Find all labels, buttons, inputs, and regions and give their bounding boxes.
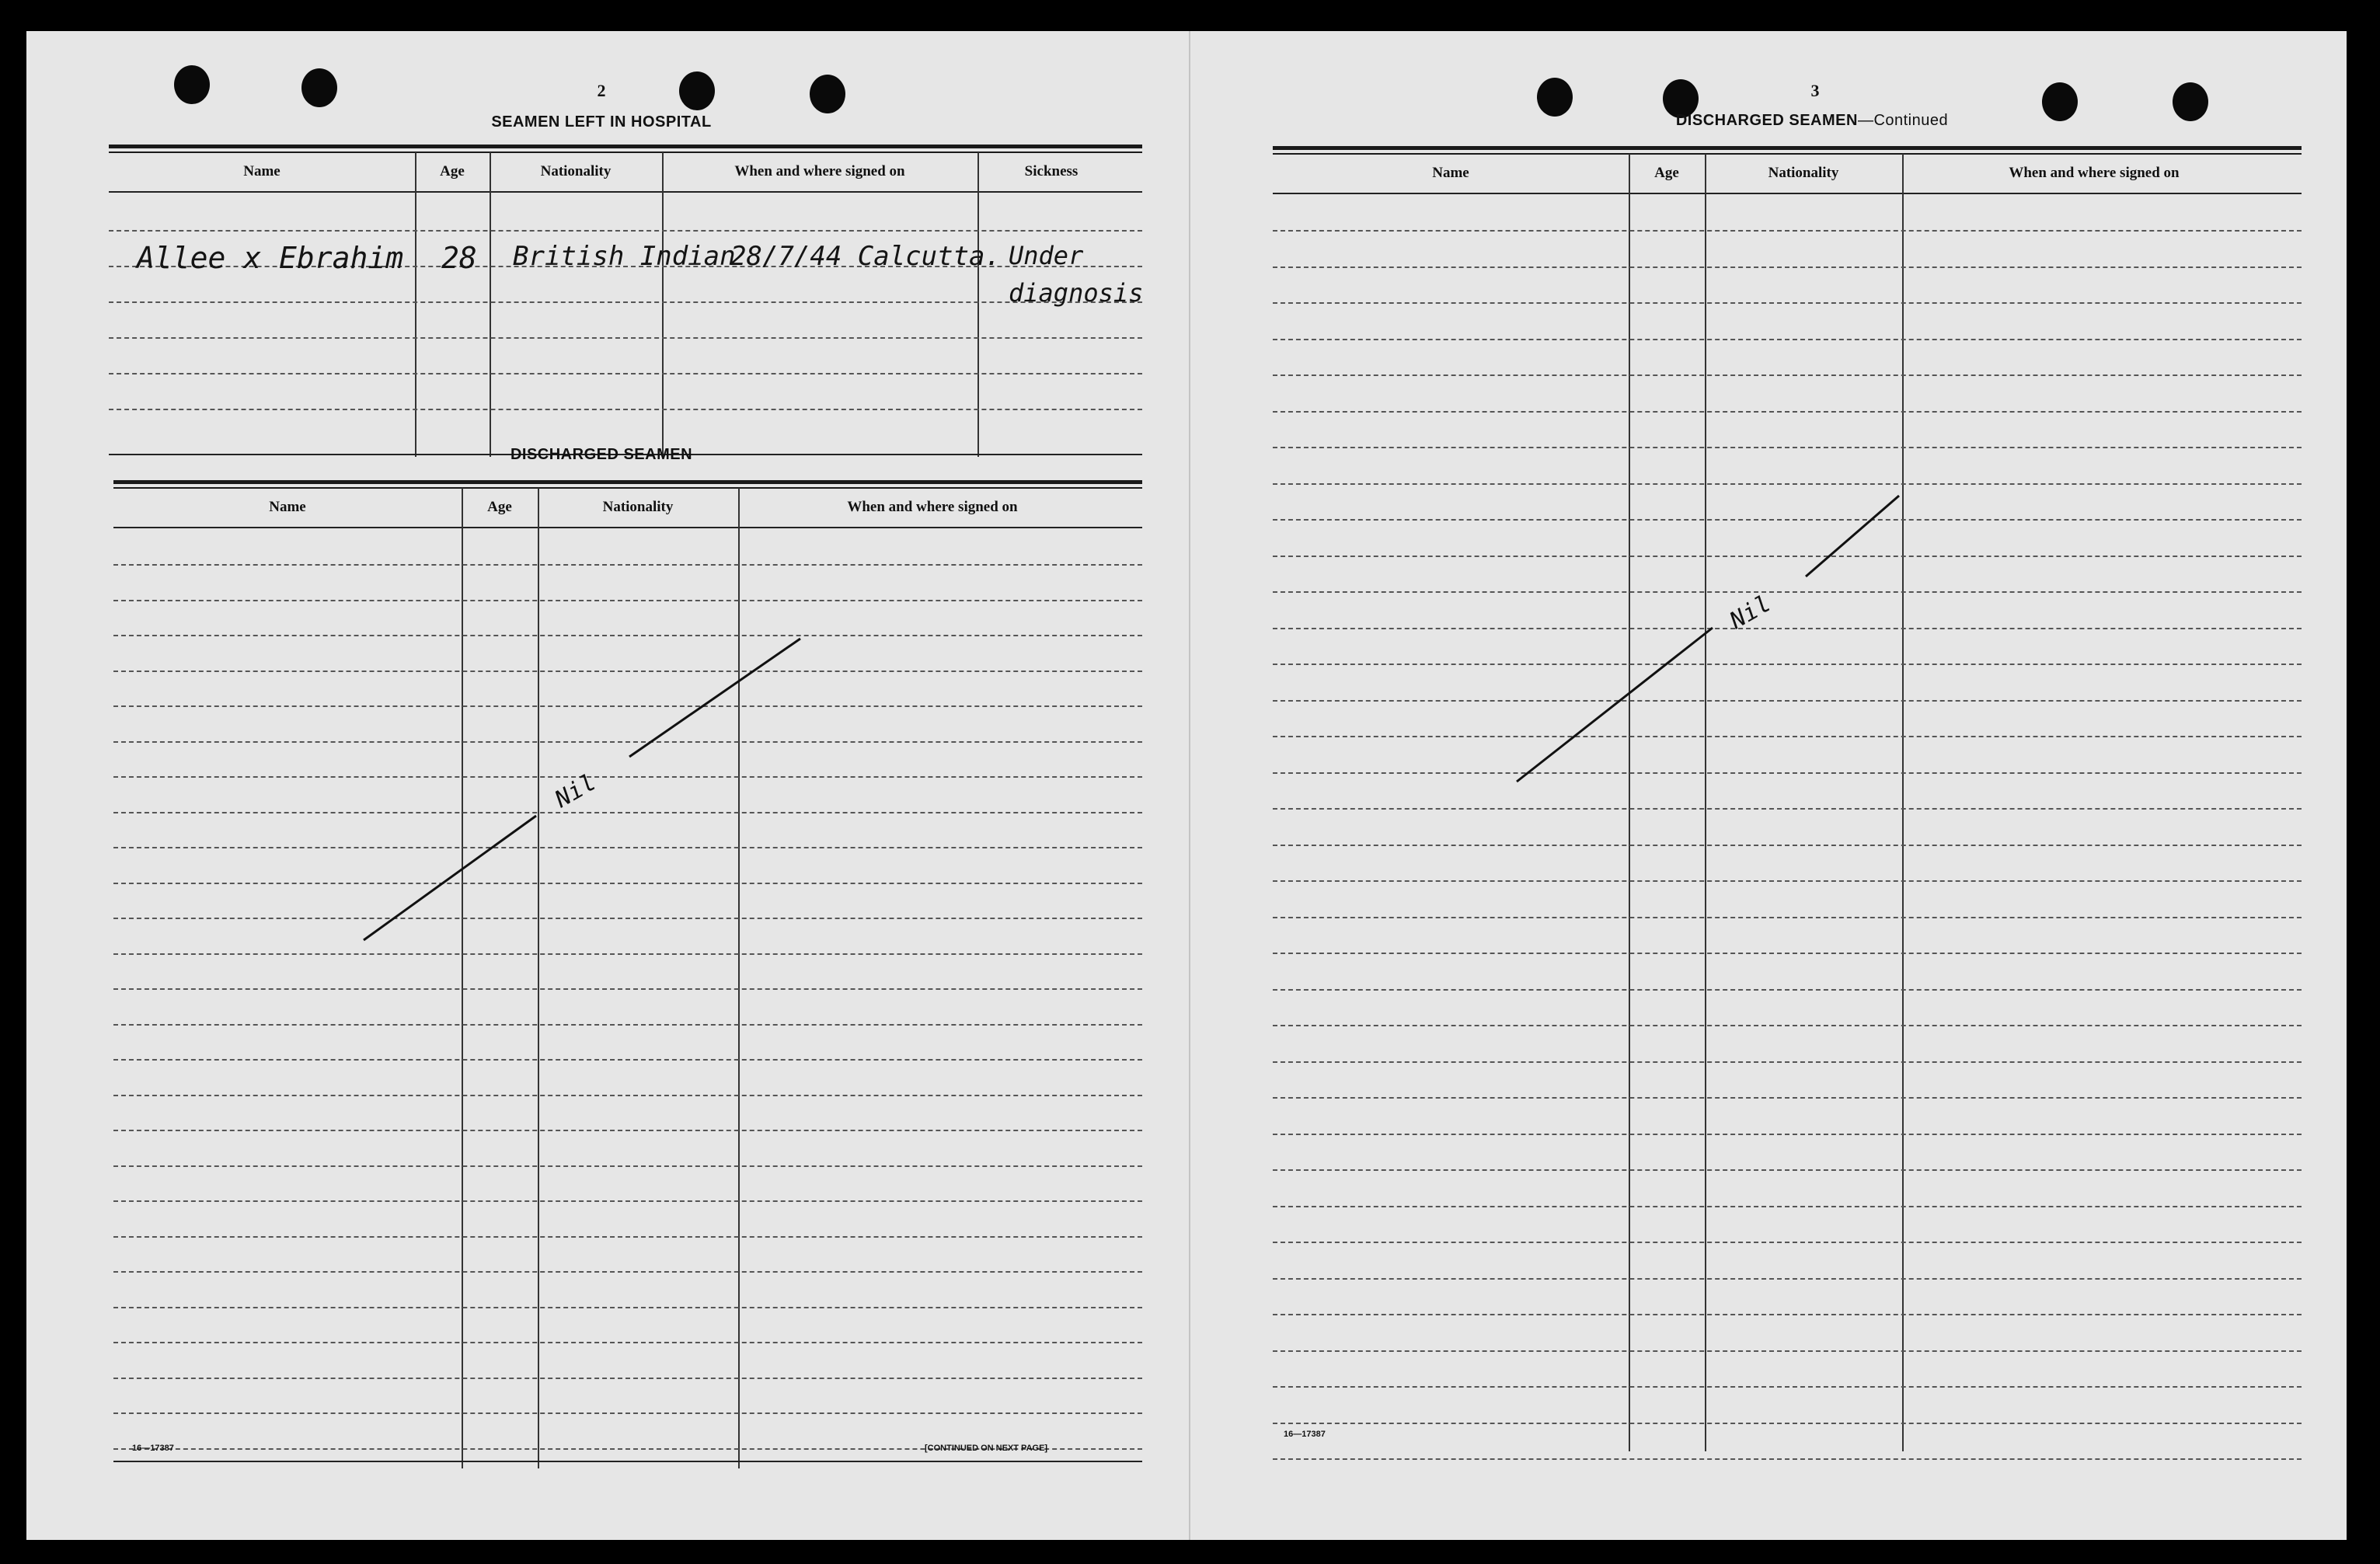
- rule-line: [1273, 1423, 2302, 1424]
- rule-line: [113, 1236, 1142, 1238]
- rule-line: [113, 1024, 1142, 1026]
- right-page: [1189, 31, 2347, 1540]
- rule-line: [1273, 302, 2302, 304]
- rule-line: [1273, 1278, 2302, 1280]
- rule-line: [113, 1378, 1142, 1379]
- rule-line: [1273, 700, 2302, 702]
- rule-line: [1273, 628, 2302, 629]
- header-nationality: Nationality: [1768, 165, 1839, 181]
- rule-line: [113, 918, 1142, 919]
- hospital-section-title: SEAMEN LEFT IN HOSPITAL: [491, 113, 712, 131]
- rule-line: [113, 1130, 1142, 1131]
- header-nationality: Nationality: [602, 499, 674, 515]
- rule-line: [113, 1200, 1142, 1202]
- rule-line: [1273, 953, 2302, 954]
- header-age: Age: [440, 163, 465, 179]
- rule-line: [1273, 519, 2302, 521]
- header-name: Name: [269, 499, 306, 515]
- rule-line: [1273, 1134, 2302, 1135]
- seaman-signed-on: 28/7/44 Calcutta.: [730, 241, 1001, 272]
- table-header: [109, 152, 1142, 193]
- right-nil-text: Nil: [1725, 590, 1775, 635]
- rule-line: [1273, 664, 2302, 665]
- discharged-section-title: DISCHARGED SEAMEN: [510, 446, 693, 463]
- form-number: 16—17387: [132, 1444, 174, 1453]
- seaman-sickness-line2: diagnosis: [1009, 278, 1144, 308]
- rule-line: [113, 776, 1142, 778]
- rule-line: [1273, 1350, 2302, 1352]
- rule-line: [1273, 736, 2302, 737]
- rule-line: [1273, 1169, 2302, 1171]
- rule-line: [1273, 880, 2302, 882]
- rule-line: [113, 988, 1142, 990]
- rule-line: [1273, 1061, 2302, 1063]
- rule-line: [113, 1095, 1142, 1096]
- rule-line: [1273, 1025, 2302, 1026]
- seaman-nationality: British Indian: [513, 241, 736, 272]
- header-nationality: Nationality: [540, 163, 612, 179]
- rule-line: [113, 1271, 1142, 1273]
- header-signed-on: When and where signed on: [2009, 165, 2180, 181]
- rule-line: [1273, 230, 2302, 232]
- header-signed-on: When and where signed on: [734, 163, 905, 179]
- rule-line: [1273, 1206, 2302, 1207]
- rule-line: [113, 953, 1142, 955]
- title-continued: —Continued: [1857, 112, 1949, 129]
- rule-line: [1273, 1242, 2302, 1243]
- rule-line: [1273, 772, 2302, 774]
- rule-line: [113, 1342, 1142, 1343]
- rule-line: [113, 635, 1142, 636]
- discharged-table: [113, 480, 1142, 1467]
- discharged-continued-title: [1579, 112, 2045, 130]
- left-nil-text: Nil: [550, 768, 601, 813]
- table-header: [113, 488, 1142, 528]
- rule-line: [113, 671, 1142, 672]
- page-number: 3: [1810, 81, 1820, 100]
- seaman-age: 28: [441, 241, 477, 275]
- continued-footer: [CONTINUED ON NEXT PAGE]: [925, 1444, 1048, 1453]
- rule-line: [113, 812, 1142, 813]
- rule-line: [1273, 1458, 2302, 1460]
- rule-line: [1273, 1097, 2302, 1099]
- header-name: Name: [243, 163, 281, 179]
- table-header: [1273, 154, 2302, 194]
- rule-line: [1273, 411, 2302, 413]
- rule-line: [113, 1059, 1142, 1061]
- rule-line: [113, 883, 1142, 884]
- header-signed-on: When and where signed on: [847, 499, 1018, 515]
- hospital-table: [109, 145, 1142, 455]
- rule-line: [1273, 808, 2302, 810]
- rule-line: [1273, 556, 2302, 557]
- form-number: 16—17387: [1284, 1430, 1326, 1439]
- header-age: Age: [1654, 165, 1679, 181]
- rule-line: [113, 705, 1142, 707]
- rule-line: [1273, 917, 2302, 918]
- rule-line: [113, 1412, 1142, 1414]
- seaman-name: Allee x Ebrahim: [137, 241, 404, 275]
- header-sickness: Sickness: [1024, 163, 1078, 179]
- rule-line: [1273, 483, 2302, 485]
- rule-line: [1273, 1386, 2302, 1388]
- document-sheet: [26, 31, 2347, 1540]
- rule-line: [1273, 845, 2302, 846]
- discharged-continued-table: [1273, 146, 2302, 1459]
- rule-line: [113, 847, 1142, 848]
- rule-line: [113, 564, 1142, 566]
- title-bold: DISCHARGED SEAMEN: [1675, 112, 1858, 129]
- rule-line: [113, 600, 1142, 601]
- rule-line: [1273, 447, 2302, 448]
- rule-line: [113, 1307, 1142, 1308]
- header-age: Age: [487, 499, 512, 515]
- rule-line: [1273, 374, 2302, 376]
- rule-line: [113, 1165, 1142, 1167]
- header-name: Name: [1432, 165, 1469, 181]
- rule-line: [1273, 591, 2302, 593]
- rule-line: [1273, 989, 2302, 991]
- rule-line: [1273, 339, 2302, 340]
- seaman-sickness-line1: Under: [1009, 241, 1084, 270]
- rule-line: [1273, 1314, 2302, 1315]
- left-page: [26, 31, 1189, 1540]
- page-number: 2: [597, 81, 606, 100]
- rule-line: [1273, 266, 2302, 268]
- rule-line: [113, 741, 1142, 743]
